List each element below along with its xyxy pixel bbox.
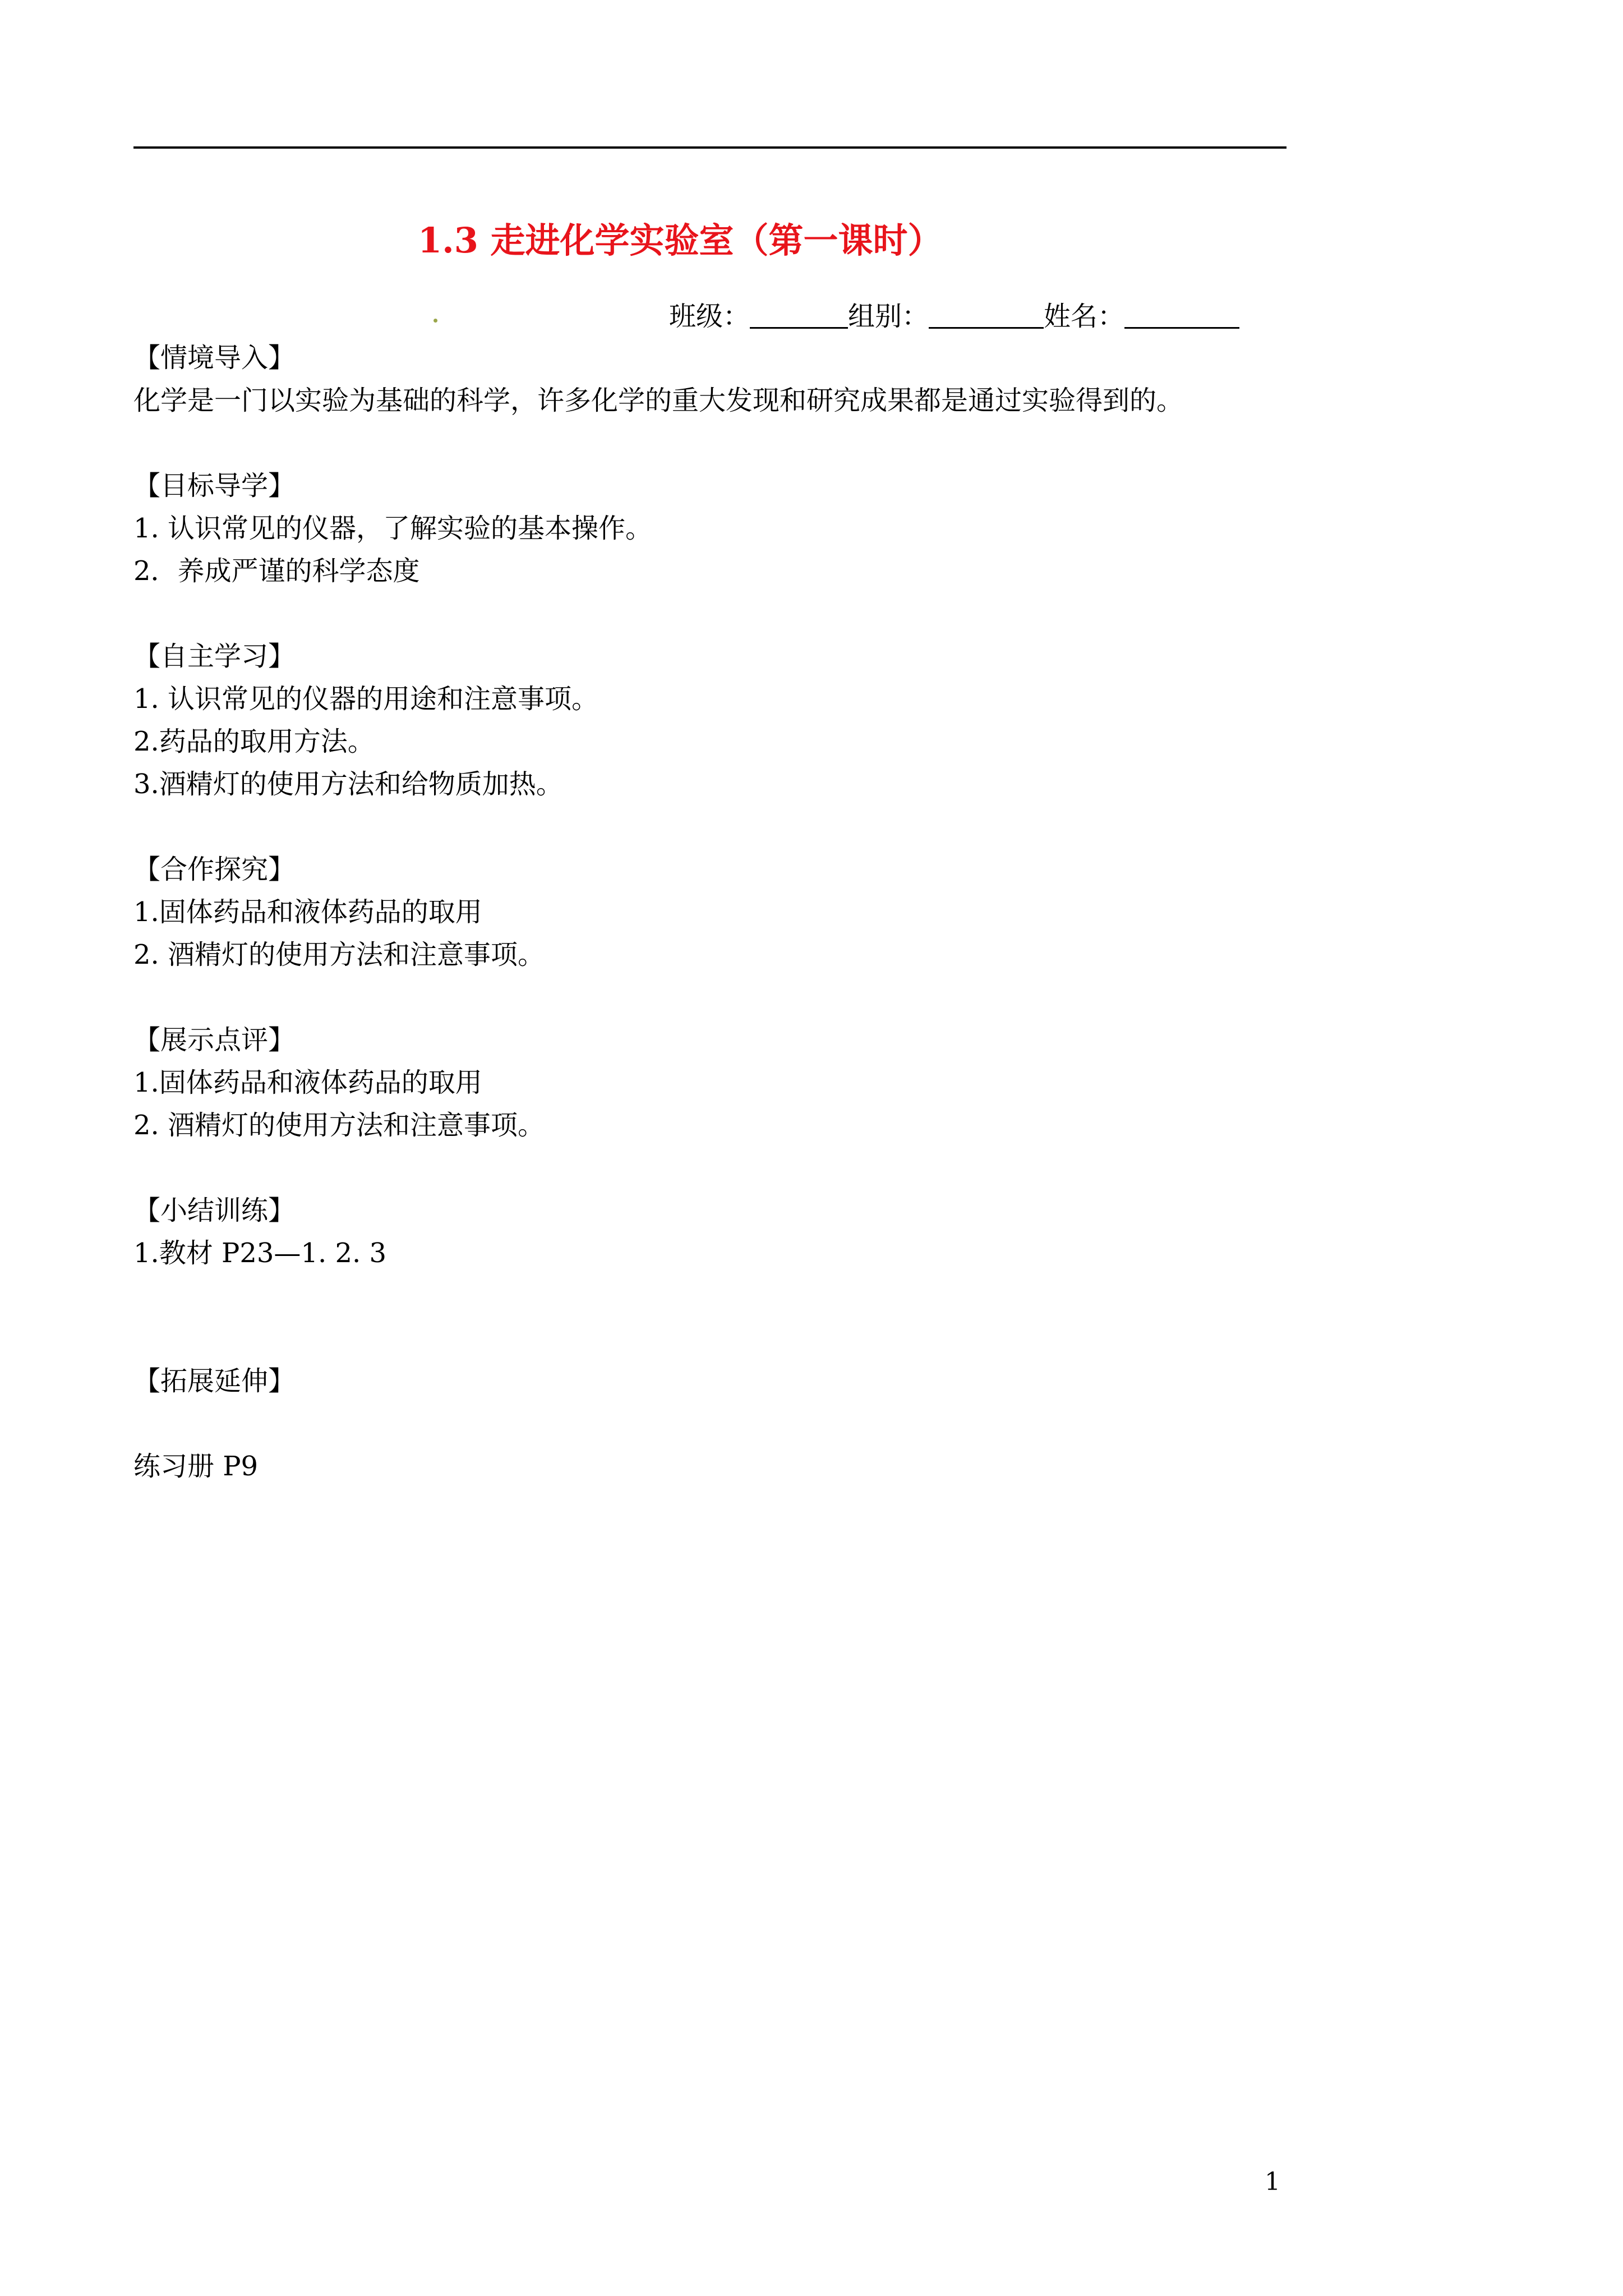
- section-line: 3.酒精灯的使用方法和给物质加热。: [133, 769, 563, 800]
- section-self-study: [133, 635, 1311, 806]
- section-heading: 【拓展延伸】: [133, 1365, 296, 1397]
- section-summary: [133, 1189, 1311, 1274]
- section-heading: 【自主学习】: [133, 641, 296, 672]
- page-number: 1: [1265, 2168, 1280, 2196]
- class-label: 班级：: [669, 301, 750, 332]
- section-line: 1. 认识常见的仪器的用途和注意事项。: [133, 683, 599, 715]
- section-situation: [133, 337, 1311, 422]
- page-title: 1.3 走进化学实验室（第一课时）: [418, 220, 943, 261]
- section-line: 2. 酒精灯的使用方法和注意事项。: [133, 1110, 545, 1141]
- section-line: 1.固体药品和液体药品的取用: [133, 896, 482, 928]
- name-blank[interactable]: [1124, 300, 1239, 329]
- stray-mark: [434, 319, 437, 323]
- section-heading: 【小结训练】: [133, 1195, 296, 1226]
- section-line: 练习册 P9: [133, 1451, 259, 1482]
- section-heading: 【合作探究】: [133, 854, 296, 885]
- section-heading: 【情境导入】: [133, 342, 296, 374]
- section-line: 2.药品的取用方法。: [133, 726, 375, 757]
- section-line: 1. 认识常见的仪器，了解实验的基本操作。: [133, 513, 653, 544]
- group-label: 组别：: [848, 301, 929, 332]
- class-blank[interactable]: [750, 300, 848, 329]
- header-rule: [133, 146, 1287, 149]
- section-line: 化学是一门以实验为基础的科学，许多化学的重大发现和研究成果都是通过实验得到的。: [133, 385, 1184, 416]
- section-line: 1.固体药品和液体药品的取用: [133, 1067, 482, 1098]
- section-line: 2．养成严谨的科学态度: [133, 555, 420, 587]
- section-goals: [133, 464, 1311, 592]
- section-cooperation: [133, 848, 1311, 976]
- group-blank[interactable]: [929, 300, 1044, 329]
- section-presentation: [133, 1019, 1311, 1147]
- worksheet-body: [133, 337, 1311, 1530]
- section-line: 1.教材 P23—1. 2. 3: [133, 1237, 387, 1269]
- student-info-line: [669, 294, 1239, 339]
- section-heading: 【目标导学】: [133, 470, 296, 501]
- section-heading: 【展示点评】: [133, 1024, 296, 1056]
- section-line: 2. 酒精灯的使用方法和注意事项。: [133, 939, 545, 970]
- section-extension: [133, 1360, 1311, 1488]
- name-label: 姓名：: [1044, 301, 1125, 332]
